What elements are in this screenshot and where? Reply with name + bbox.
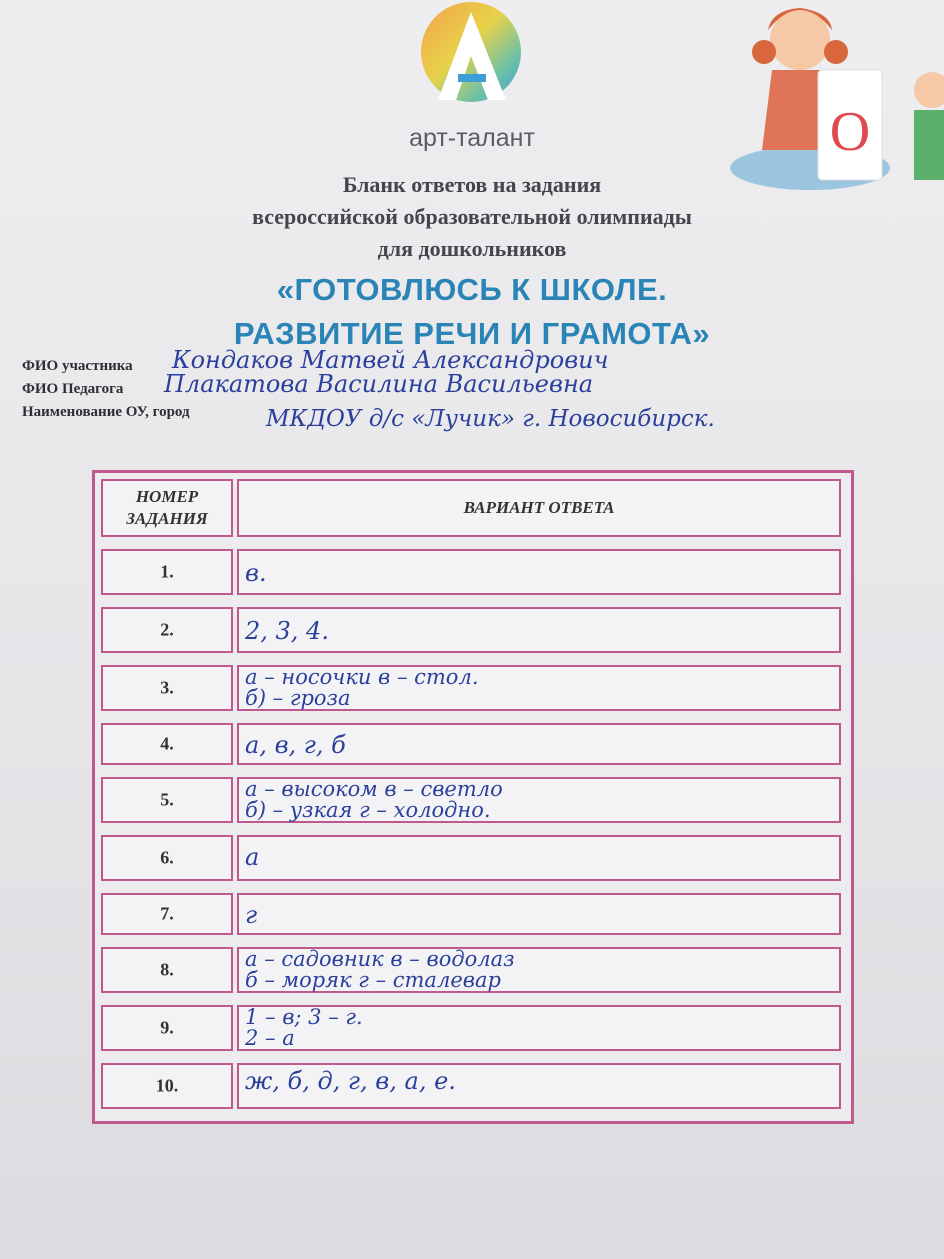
answer-text-line-2: 2 – а (245, 1026, 295, 1050)
table-row (95, 717, 851, 771)
table-row (95, 941, 851, 999)
teacher-label: ФИО Педагога (22, 381, 124, 397)
column-header-number: НОМЕР ЗАДАНИЯ (126, 487, 208, 528)
answer-text-line-2: б) – гроза (245, 686, 351, 710)
task-number: 3. (160, 677, 174, 698)
task-number: 1. (160, 561, 174, 582)
teacher-value: Плакатова Василина Васильевна (164, 370, 594, 398)
card-letter: О (829, 101, 871, 163)
answer-text-line-2: б) – узкая г – холодно. (245, 798, 491, 822)
answer-text: а, в, г, б (245, 731, 346, 759)
table-header-row (95, 473, 851, 543)
table-row (95, 829, 851, 887)
school-label: Наименование ОУ, город (22, 404, 190, 420)
answer-text-line-1: а – высоком в – светло (245, 777, 503, 801)
table-row (95, 659, 851, 717)
task-number: 10. (155, 1075, 179, 1096)
participant-label: ФИО участника (22, 358, 133, 374)
header-cell-number (101, 479, 233, 537)
answer-text: ж, б, д, г, в, а, е. (245, 1067, 456, 1095)
answer-text: в. (245, 559, 267, 587)
header-line-2: всероссийской образовательной олимпиады (252, 204, 692, 229)
task-number: 7. (160, 903, 174, 924)
art-talant-logo-icon (408, 0, 534, 112)
table-row (95, 601, 851, 659)
table-row (95, 771, 851, 829)
girl-with-letter-card-illustration-icon (700, 0, 944, 200)
header-line-3: для дошкольников (377, 236, 567, 261)
task-number: 6. (160, 847, 174, 868)
header-line-1: Бланк ответов на задания (342, 172, 602, 197)
task-number: 9. (160, 1017, 174, 1038)
task-number: 8. (160, 959, 174, 980)
table-row (95, 999, 851, 1057)
answer-text-line-1: 1 – в; 3 – г. (245, 1005, 363, 1029)
answer-text-line-1: а – носочки в – стол. (245, 665, 479, 689)
participant-value: Кондаков Матвей Александрович (172, 346, 609, 374)
task-number: 4. (160, 733, 174, 754)
answer-text-line-1: а – садовник в – водолаз (245, 947, 515, 971)
task-number: 2. (160, 619, 174, 640)
task-number: 5. (160, 789, 174, 810)
header-cell-answer (237, 479, 841, 537)
table-row (95, 543, 851, 601)
olympiad-title-line-2: РАЗВИТИЕ РЕЧИ И ГРАМОТА» (233, 316, 711, 351)
answers-table (92, 470, 854, 1124)
answer-text: г (245, 901, 258, 929)
answer-text: 2, 3, 4. (245, 617, 329, 645)
table-row (95, 1057, 851, 1115)
table-row (95, 887, 851, 941)
school-value: МКДОУ д/с «Лучик» г. Новосибирск. (266, 406, 715, 432)
column-header-answer: ВАРИАНТ ОТВЕТА (463, 498, 615, 517)
answer-text: а (245, 843, 260, 871)
brand-name: арт-талант (409, 124, 535, 152)
olympiad-title-line-1: «ГОТОВЛЮСЬ К ШКОЛЕ. (276, 272, 668, 307)
answer-text-line-2: б – моряк г – сталевар (245, 968, 501, 992)
